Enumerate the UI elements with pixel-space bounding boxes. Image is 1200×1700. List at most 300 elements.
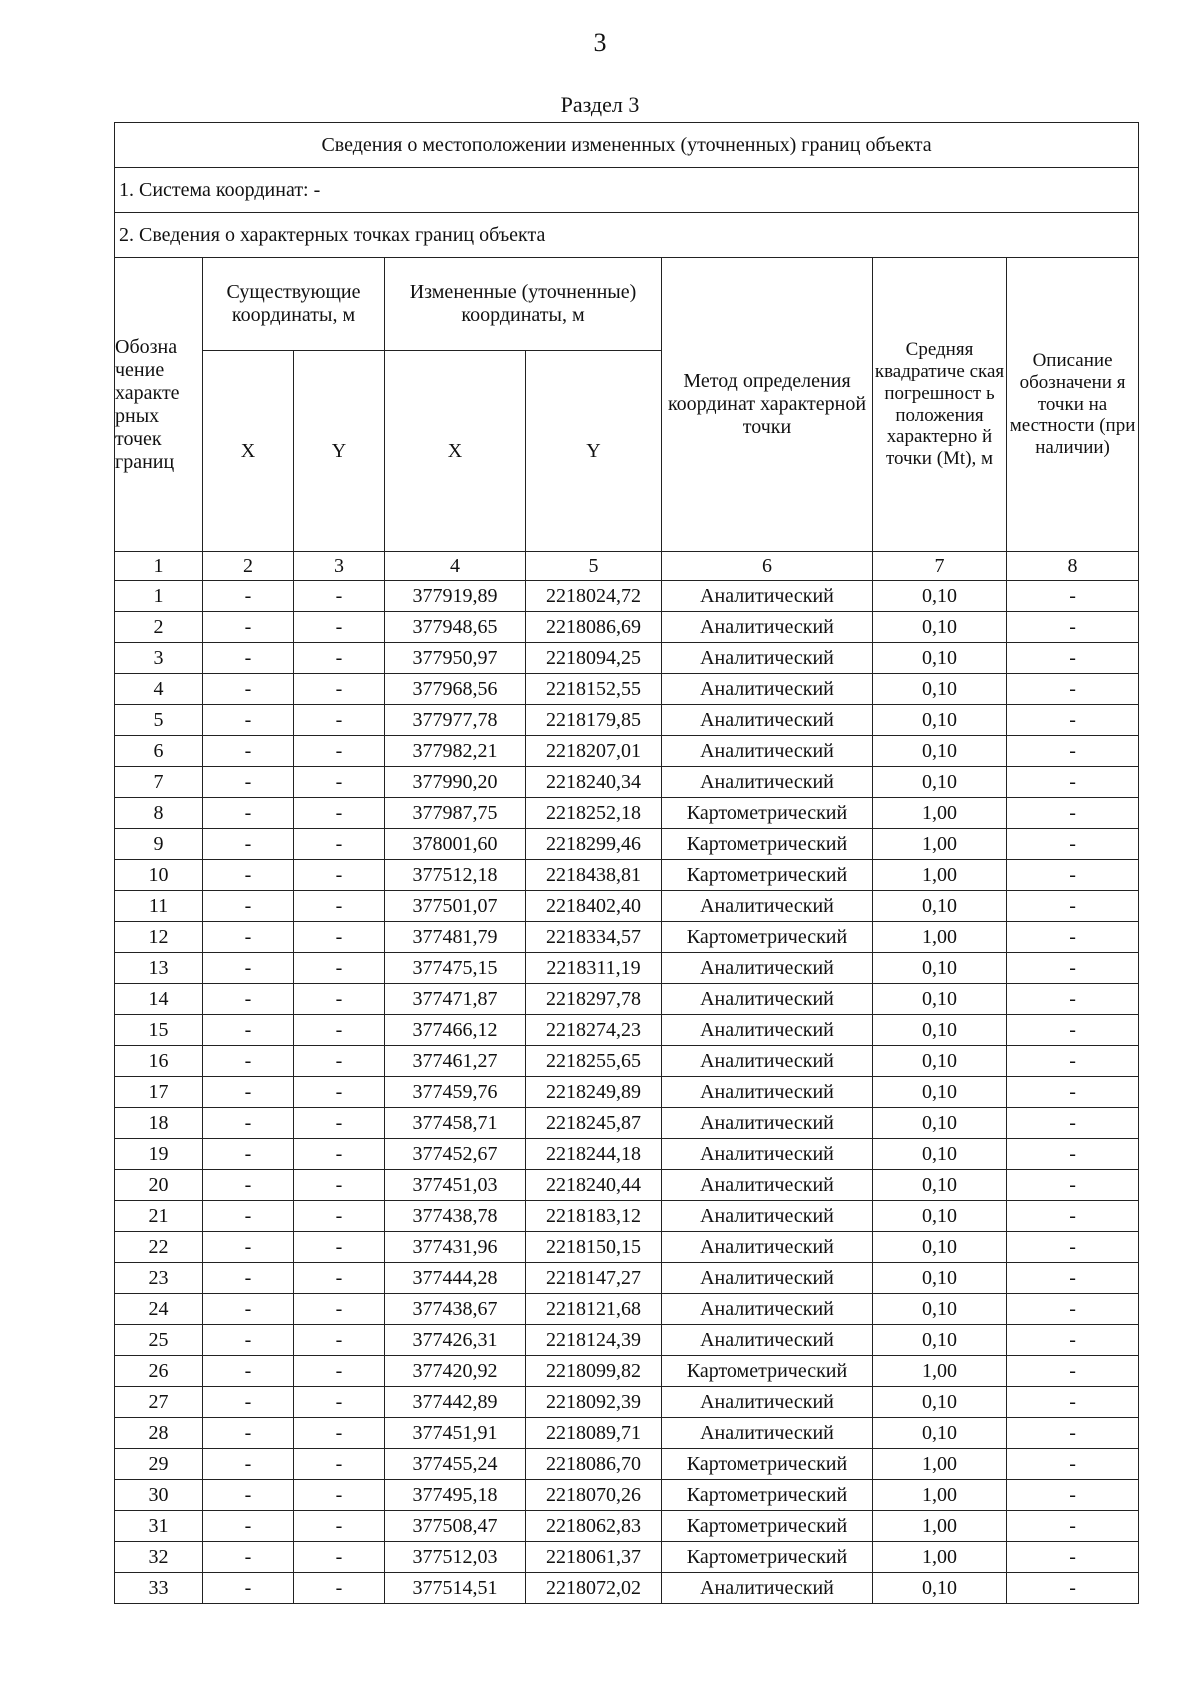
table-cell: - bbox=[294, 860, 385, 891]
table-cell: 2218255,65 bbox=[526, 1046, 662, 1077]
table-cell: 26 bbox=[115, 1356, 203, 1387]
table-cell: 0,10 bbox=[873, 891, 1007, 922]
table-cell: 377451,03 bbox=[385, 1170, 526, 1201]
table-cell: 2218086,70 bbox=[526, 1449, 662, 1480]
table-title: Сведения о местоположении измененных (уточненных) границ объекта bbox=[115, 123, 1139, 168]
table-row bbox=[115, 1573, 1139, 1604]
table-cell: - bbox=[203, 736, 294, 767]
table-cell: - bbox=[1007, 1542, 1139, 1573]
table-cell: 29 bbox=[115, 1449, 203, 1480]
table-cell: 0,10 bbox=[873, 736, 1007, 767]
table-cell: - bbox=[1007, 1046, 1139, 1077]
table-cell: Картометрический bbox=[662, 1480, 873, 1511]
header-changed-y: Y bbox=[526, 351, 662, 552]
table-row bbox=[115, 736, 1139, 767]
table-row bbox=[115, 1139, 1139, 1170]
table-cell: 17 bbox=[115, 1077, 203, 1108]
table-cell: - bbox=[294, 1480, 385, 1511]
table-row bbox=[115, 1418, 1139, 1449]
table-cell: - bbox=[1007, 922, 1139, 953]
table-cell: Аналитический bbox=[662, 1201, 873, 1232]
table-cell: 377508,47 bbox=[385, 1511, 526, 1542]
table-cell: - bbox=[294, 767, 385, 798]
table-cell: 0,10 bbox=[873, 1077, 1007, 1108]
table-cell: - bbox=[1007, 1077, 1139, 1108]
table-cell: 2218062,83 bbox=[526, 1511, 662, 1542]
table-cell: Аналитический bbox=[662, 1046, 873, 1077]
table-cell: 377431,96 bbox=[385, 1232, 526, 1263]
table-cell: 7 bbox=[115, 767, 203, 798]
table-cell: - bbox=[203, 1449, 294, 1480]
table-cell: Аналитический bbox=[662, 891, 873, 922]
table-cell: - bbox=[1007, 1418, 1139, 1449]
table-cell: 20 bbox=[115, 1170, 203, 1201]
table-cell: - bbox=[294, 922, 385, 953]
table-cell: Аналитический bbox=[662, 1077, 873, 1108]
table-row bbox=[115, 767, 1139, 798]
table-cell: - bbox=[294, 674, 385, 705]
table-cell: 2218152,55 bbox=[526, 674, 662, 705]
table-cell: 2218121,68 bbox=[526, 1294, 662, 1325]
table-cell: - bbox=[203, 1418, 294, 1449]
table-cell: - bbox=[1007, 674, 1139, 705]
table-cell: - bbox=[294, 829, 385, 860]
table-cell: - bbox=[1007, 1387, 1139, 1418]
table-cell: - bbox=[294, 612, 385, 643]
table-row bbox=[115, 984, 1139, 1015]
table-cell: 30 bbox=[115, 1480, 203, 1511]
table-cell: Аналитический bbox=[662, 1294, 873, 1325]
table-cell: 33 bbox=[115, 1573, 203, 1604]
table-cell: 28 bbox=[115, 1418, 203, 1449]
table-cell: 0,10 bbox=[873, 984, 1007, 1015]
table-cell: - bbox=[294, 643, 385, 674]
table-row bbox=[115, 860, 1139, 891]
header-description: Описание обозначени я точки на местности (при наличии) bbox=[1007, 258, 1139, 552]
header-method: Метод определения координат характерной точки bbox=[662, 258, 873, 552]
table-cell: 1,00 bbox=[873, 860, 1007, 891]
table-cell: 377977,78 bbox=[385, 705, 526, 736]
table-cell: - bbox=[203, 1046, 294, 1077]
header-designation: Обозна чение характе рных точек границ bbox=[115, 258, 203, 552]
table-row bbox=[115, 922, 1139, 953]
table-cell: 2218124,39 bbox=[526, 1325, 662, 1356]
table-cell: 6 bbox=[115, 736, 203, 767]
table-row bbox=[115, 1263, 1139, 1294]
table-row bbox=[115, 705, 1139, 736]
table-cell: 0,10 bbox=[873, 1015, 1007, 1046]
table-cell: 1,00 bbox=[873, 1356, 1007, 1387]
table-row bbox=[115, 953, 1139, 984]
table-cell: 377451,91 bbox=[385, 1418, 526, 1449]
table-cell: 377512,18 bbox=[385, 860, 526, 891]
table-cell: - bbox=[1007, 767, 1139, 798]
table-cell: - bbox=[1007, 1232, 1139, 1263]
table-cell: - bbox=[203, 1325, 294, 1356]
table-cell: 2218402,40 bbox=[526, 891, 662, 922]
table-cell: 18 bbox=[115, 1108, 203, 1139]
table-cell: Картометрический bbox=[662, 1511, 873, 1542]
table-cell: 1,00 bbox=[873, 1511, 1007, 1542]
table-cell: Аналитический bbox=[662, 1108, 873, 1139]
table-cell: 32 bbox=[115, 1542, 203, 1573]
table-cell: - bbox=[294, 1046, 385, 1077]
table-cell: 13 bbox=[115, 953, 203, 984]
table-cell: 2218070,26 bbox=[526, 1480, 662, 1511]
table-cell: 2218240,34 bbox=[526, 767, 662, 798]
table-cell: - bbox=[203, 1139, 294, 1170]
table-cell: - bbox=[1007, 1201, 1139, 1232]
table-cell: - bbox=[294, 581, 385, 612]
table-cell: - bbox=[1007, 1170, 1139, 1201]
table-cell: - bbox=[294, 1170, 385, 1201]
table-cell: - bbox=[203, 1573, 294, 1604]
table-cell: 1 bbox=[115, 581, 203, 612]
table-cell: - bbox=[203, 984, 294, 1015]
table-cell: - bbox=[294, 1232, 385, 1263]
table-cell: 0,10 bbox=[873, 581, 1007, 612]
table-cell: 2218150,15 bbox=[526, 1232, 662, 1263]
table-cell: 1,00 bbox=[873, 922, 1007, 953]
table-cell: 377475,15 bbox=[385, 953, 526, 984]
table-cell: - bbox=[294, 891, 385, 922]
table-cell: 2218094,25 bbox=[526, 643, 662, 674]
table-cell: 10 bbox=[115, 860, 203, 891]
column-number: 1 bbox=[115, 552, 203, 581]
table-cell: - bbox=[294, 1511, 385, 1542]
table-cell: - bbox=[294, 1356, 385, 1387]
table-cell: Аналитический bbox=[662, 984, 873, 1015]
table-cell: - bbox=[203, 705, 294, 736]
table-cell: 0,10 bbox=[873, 1418, 1007, 1449]
table-cell: - bbox=[294, 1418, 385, 1449]
table-cell: Картометрический bbox=[662, 798, 873, 829]
table-cell: - bbox=[203, 953, 294, 984]
table-row bbox=[115, 1449, 1139, 1480]
table-row bbox=[115, 1170, 1139, 1201]
table-cell: Картометрический bbox=[662, 922, 873, 953]
table-cell: 2218092,39 bbox=[526, 1387, 662, 1418]
table-cell: 0,10 bbox=[873, 1573, 1007, 1604]
table-cell: 377452,67 bbox=[385, 1139, 526, 1170]
table-cell: 2218147,27 bbox=[526, 1263, 662, 1294]
table-cell: Картометрический bbox=[662, 1542, 873, 1573]
table-cell: 377950,97 bbox=[385, 643, 526, 674]
table-cell: Аналитический bbox=[662, 736, 873, 767]
table-row bbox=[115, 1325, 1139, 1356]
table-cell: - bbox=[203, 1480, 294, 1511]
header-changed-x: X bbox=[385, 351, 526, 552]
table-cell: Аналитический bbox=[662, 1573, 873, 1604]
table-cell: 2218024,72 bbox=[526, 581, 662, 612]
table-cell: 3 bbox=[115, 643, 203, 674]
table-cell: 377455,24 bbox=[385, 1449, 526, 1480]
table-cell: - bbox=[203, 860, 294, 891]
table-cell: 0,10 bbox=[873, 1108, 1007, 1139]
table-cell: 2218183,12 bbox=[526, 1201, 662, 1232]
table-cell: 2218249,89 bbox=[526, 1077, 662, 1108]
header-rms-error: Средняя квадратиче ская погрешност ь положения характерно й точки (Mt), м bbox=[873, 258, 1007, 552]
table-cell: - bbox=[1007, 1449, 1139, 1480]
table-cell: - bbox=[203, 1232, 294, 1263]
table-cell: - bbox=[294, 736, 385, 767]
table-row bbox=[115, 1480, 1139, 1511]
header-existing-coords: Существующие координаты, м bbox=[203, 258, 385, 351]
header-existing-y: Y bbox=[294, 351, 385, 552]
table-cell: 0,10 bbox=[873, 767, 1007, 798]
table-cell: 22 bbox=[115, 1232, 203, 1263]
table-row bbox=[115, 829, 1139, 860]
table-cell: 377990,20 bbox=[385, 767, 526, 798]
table-cell: 2218207,01 bbox=[526, 736, 662, 767]
table-cell: 0,10 bbox=[873, 674, 1007, 705]
table-cell: - bbox=[1007, 1294, 1139, 1325]
table-row bbox=[115, 1387, 1139, 1418]
table-cell: - bbox=[203, 1108, 294, 1139]
column-number-row bbox=[115, 552, 1139, 581]
table-cell: - bbox=[1007, 612, 1139, 643]
table-cell: - bbox=[294, 1449, 385, 1480]
table-cell: - bbox=[1007, 1015, 1139, 1046]
table-cell: 2 bbox=[115, 612, 203, 643]
table-cell: 4 bbox=[115, 674, 203, 705]
table-cell: 23 bbox=[115, 1263, 203, 1294]
table-cell: Аналитический bbox=[662, 1015, 873, 1046]
table-cell: Картометрический bbox=[662, 1356, 873, 1387]
table-cell: - bbox=[1007, 1356, 1139, 1387]
table-cell: 16 bbox=[115, 1046, 203, 1077]
table-cell: Картометрический bbox=[662, 860, 873, 891]
table-cell: 377495,18 bbox=[385, 1480, 526, 1511]
table-cell: 5 bbox=[115, 705, 203, 736]
table-cell: 377987,75 bbox=[385, 798, 526, 829]
table-cell: - bbox=[203, 1263, 294, 1294]
table-cell: 377444,28 bbox=[385, 1263, 526, 1294]
table-cell: 12 bbox=[115, 922, 203, 953]
table-cell: - bbox=[203, 1201, 294, 1232]
table-cell: - bbox=[294, 953, 385, 984]
table-cell: 9 bbox=[115, 829, 203, 860]
table-cell: 2218061,37 bbox=[526, 1542, 662, 1573]
table-cell: 377459,76 bbox=[385, 1077, 526, 1108]
table-cell: 0,10 bbox=[873, 953, 1007, 984]
table-cell: - bbox=[203, 1294, 294, 1325]
table-cell: - bbox=[294, 1573, 385, 1604]
table-cell: Аналитический bbox=[662, 767, 873, 798]
table-cell: - bbox=[203, 1015, 294, 1046]
table-cell: - bbox=[1007, 829, 1139, 860]
table-cell: - bbox=[1007, 643, 1139, 674]
table-cell: 0,10 bbox=[873, 1170, 1007, 1201]
column-number: 7 bbox=[873, 552, 1007, 581]
table-cell: - bbox=[1007, 891, 1139, 922]
table-cell: 377514,51 bbox=[385, 1573, 526, 1604]
table-cell: 2218252,18 bbox=[526, 798, 662, 829]
table-cell: 0,10 bbox=[873, 1263, 1007, 1294]
table-row bbox=[115, 1542, 1139, 1573]
table-cell: - bbox=[1007, 1263, 1139, 1294]
table-cell: - bbox=[203, 581, 294, 612]
table-cell: 377420,92 bbox=[385, 1356, 526, 1387]
table-cell: - bbox=[294, 1201, 385, 1232]
table-row bbox=[115, 1108, 1139, 1139]
table-cell: 27 bbox=[115, 1387, 203, 1418]
table-cell: 21 bbox=[115, 1201, 203, 1232]
table-row bbox=[115, 612, 1139, 643]
table-cell: 2218299,46 bbox=[526, 829, 662, 860]
table-cell: 377466,12 bbox=[385, 1015, 526, 1046]
table-cell: - bbox=[1007, 984, 1139, 1015]
table-cell: 19 bbox=[115, 1139, 203, 1170]
table-cell: - bbox=[203, 767, 294, 798]
table-cell: 2218311,19 bbox=[526, 953, 662, 984]
table-cell: 1,00 bbox=[873, 798, 1007, 829]
table-row bbox=[115, 1356, 1139, 1387]
table-cell: - bbox=[1007, 705, 1139, 736]
section-title: Раздел 3 bbox=[560, 92, 640, 117]
table-cell: 2218334,57 bbox=[526, 922, 662, 953]
table-cell: 0,10 bbox=[873, 1294, 1007, 1325]
table-cell: 2218089,71 bbox=[526, 1418, 662, 1449]
boundary-points-table bbox=[114, 122, 1139, 1604]
table-cell: Аналитический bbox=[662, 1263, 873, 1294]
table-cell: - bbox=[1007, 736, 1139, 767]
table-cell: - bbox=[294, 1325, 385, 1356]
table-cell: - bbox=[203, 612, 294, 643]
table-cell: 377501,07 bbox=[385, 891, 526, 922]
column-number: 6 bbox=[662, 552, 873, 581]
table-row bbox=[115, 581, 1139, 612]
table-cell: 0,10 bbox=[873, 1232, 1007, 1263]
table-row bbox=[115, 798, 1139, 829]
table-cell: - bbox=[1007, 860, 1139, 891]
table-cell: 1,00 bbox=[873, 1542, 1007, 1573]
table-cell: Аналитический bbox=[662, 1232, 873, 1263]
table-cell: 377968,56 bbox=[385, 674, 526, 705]
table-cell: - bbox=[294, 1387, 385, 1418]
table-cell: - bbox=[203, 1077, 294, 1108]
table-cell: - bbox=[294, 798, 385, 829]
table-cell: 0,10 bbox=[873, 1046, 1007, 1077]
table-cell: 0,10 bbox=[873, 1139, 1007, 1170]
table-cell: 377471,87 bbox=[385, 984, 526, 1015]
table-cell: 31 bbox=[115, 1511, 203, 1542]
table-cell: 377458,71 bbox=[385, 1108, 526, 1139]
table-cell: - bbox=[294, 1542, 385, 1573]
table-cell: 1,00 bbox=[873, 829, 1007, 860]
table-cell: - bbox=[203, 1356, 294, 1387]
table-cell: Аналитический bbox=[662, 953, 873, 984]
table-cell: Аналитический bbox=[662, 705, 873, 736]
table-cell: - bbox=[294, 984, 385, 1015]
table-cell: 1,00 bbox=[873, 1449, 1007, 1480]
table-cell: 0,10 bbox=[873, 1387, 1007, 1418]
table-cell: 24 bbox=[115, 1294, 203, 1325]
table-cell: - bbox=[1007, 1108, 1139, 1139]
table-cell: 1,00 bbox=[873, 1480, 1007, 1511]
table-cell: - bbox=[1007, 1573, 1139, 1604]
table-cell: 378001,60 bbox=[385, 829, 526, 860]
table-cell: - bbox=[294, 1108, 385, 1139]
table-cell: 2218297,78 bbox=[526, 984, 662, 1015]
table-cell: - bbox=[203, 1511, 294, 1542]
table-row bbox=[115, 1077, 1139, 1108]
table-cell: - bbox=[203, 922, 294, 953]
table-row bbox=[115, 1511, 1139, 1542]
table-cell: 2218244,18 bbox=[526, 1139, 662, 1170]
table-cell: 14 bbox=[115, 984, 203, 1015]
table-cell: 0,10 bbox=[873, 1325, 1007, 1356]
table-cell: 15 bbox=[115, 1015, 203, 1046]
column-number: 8 bbox=[1007, 552, 1139, 581]
column-number: 5 bbox=[526, 552, 662, 581]
table-cell: - bbox=[1007, 581, 1139, 612]
table-cell: 377438,78 bbox=[385, 1201, 526, 1232]
table-cell: Аналитический bbox=[662, 581, 873, 612]
table-cell: - bbox=[1007, 1139, 1139, 1170]
table-cell: Аналитический bbox=[662, 612, 873, 643]
header-existing-x: X bbox=[203, 351, 294, 552]
table-cell: 11 bbox=[115, 891, 203, 922]
column-number: 2 bbox=[203, 552, 294, 581]
table-cell: Аналитический bbox=[662, 643, 873, 674]
table-cell: - bbox=[203, 1542, 294, 1573]
table-row bbox=[115, 1015, 1139, 1046]
table-cell: 2218099,82 bbox=[526, 1356, 662, 1387]
page-number: 3 bbox=[593, 28, 607, 57]
table-cell: - bbox=[203, 891, 294, 922]
coordinate-system: 1. Система координат: - bbox=[115, 168, 1139, 213]
table-cell: 2218438,81 bbox=[526, 860, 662, 891]
table-row bbox=[115, 891, 1139, 922]
table-cell: Аналитический bbox=[662, 1387, 873, 1418]
table-cell: - bbox=[1007, 953, 1139, 984]
table-cell: 377438,67 bbox=[385, 1294, 526, 1325]
table-row bbox=[115, 674, 1139, 705]
table-cell: Аналитический bbox=[662, 1418, 873, 1449]
table-cell: - bbox=[203, 1170, 294, 1201]
table-row bbox=[115, 1294, 1139, 1325]
table-cell: 25 bbox=[115, 1325, 203, 1356]
table-cell: - bbox=[294, 705, 385, 736]
table-cell: - bbox=[203, 643, 294, 674]
table-cell: 377982,21 bbox=[385, 736, 526, 767]
table-cell: - bbox=[294, 1015, 385, 1046]
table-cell: - bbox=[1007, 798, 1139, 829]
table-cell: Картометрический bbox=[662, 1449, 873, 1480]
table-cell: 377481,79 bbox=[385, 922, 526, 953]
points-heading: 2. Сведения о характерных точках границ объекта bbox=[115, 213, 1139, 258]
table-cell: 0,10 bbox=[873, 1201, 1007, 1232]
table-cell: 377919,89 bbox=[385, 581, 526, 612]
table-cell: - bbox=[203, 1387, 294, 1418]
table-cell: - bbox=[1007, 1325, 1139, 1356]
table-cell: 2218086,69 bbox=[526, 612, 662, 643]
table-cell: Аналитический bbox=[662, 1170, 873, 1201]
table-cell: - bbox=[1007, 1480, 1139, 1511]
table-cell: Картометрический bbox=[662, 829, 873, 860]
column-number: 3 bbox=[294, 552, 385, 581]
table-cell: 0,10 bbox=[873, 612, 1007, 643]
header-changed-coords: Измененные (уточненные) координаты, м bbox=[385, 258, 662, 351]
table-row bbox=[115, 1046, 1139, 1077]
table-cell: 377512,03 bbox=[385, 1542, 526, 1573]
table-cell: Аналитический bbox=[662, 1139, 873, 1170]
table-cell: 2218072,02 bbox=[526, 1573, 662, 1604]
table-cell: 377426,31 bbox=[385, 1325, 526, 1356]
table-cell: - bbox=[294, 1263, 385, 1294]
table-cell: 0,10 bbox=[873, 643, 1007, 674]
